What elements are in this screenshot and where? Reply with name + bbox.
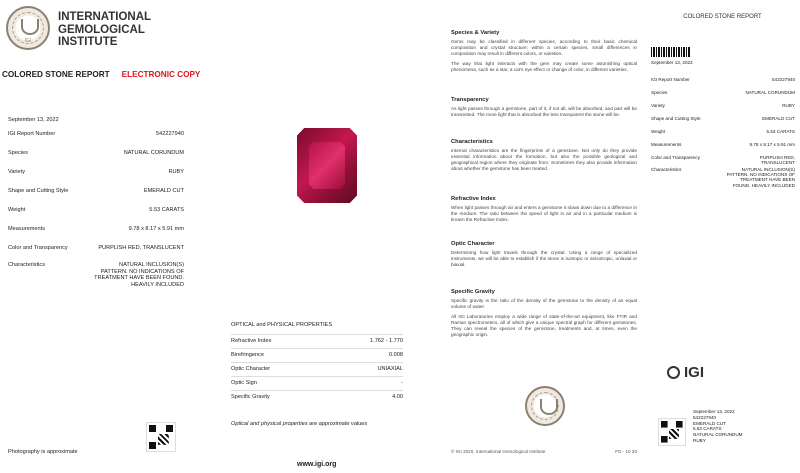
optical-row: [231, 376, 403, 390]
photo-note: Photography is approximate: [8, 449, 78, 455]
report-field-row: [8, 188, 184, 207]
stub-field-row: [651, 116, 795, 129]
stub-fields: [651, 77, 795, 188]
info-paragraph: Gems may be classified in different species, according to their basic chemical composition and crystal structure; within a certain species, small differences in composition may result in different colors, or varieties.: [451, 39, 637, 56]
copyright-text: © IGI 2020, International Gemological Institute: [451, 449, 546, 454]
stub-field-value: PURPLISH RED, TRANSLUCENT: [759, 155, 795, 166]
optical-note: Optical and physical properties are approximate values: [231, 421, 368, 427]
igi-brand: IGI: [667, 364, 704, 381]
info-paragraph: The way that light interacts with the gem may create some astonishing optical phenomena, such as a star, a cat's eye effect or change of color, in different varieties.: [451, 60, 637, 72]
stub-title: COLORED STONE REPORT: [683, 14, 762, 20]
info-panel: [445, 0, 645, 473]
stub-field-row: [651, 103, 795, 116]
stub-field-value: 542227940: [772, 77, 795, 82]
info-section-title: Specific Gravity: [451, 289, 495, 295]
stub-field-row: [651, 77, 795, 90]
optical-label: Birefringence: [231, 352, 264, 358]
barcode: [651, 47, 691, 57]
info-section: [451, 196, 637, 227]
stub-field-value: NATURAL CORUNDUM: [745, 90, 795, 95]
stub-field-value: RUBY: [782, 103, 795, 108]
field-value: RUBY: [168, 169, 184, 175]
field-label: Measurements: [8, 226, 45, 232]
stub-qr-code[interactable]: [659, 419, 685, 445]
field-value: PURPLISH RED, TRANSLUCENT: [98, 245, 184, 251]
report-field-row: [8, 131, 184, 150]
optical-row: [231, 348, 403, 362]
info-paragraph: Determining how light travels through the crystal. Using a range of specialized instruments, we will be able to establish if the stone is isotropic or anisotropic, uniaxial or biaxial.: [451, 250, 637, 267]
org-name: INTERNATIONAL GEMOLOGICAL INSTITUTE: [58, 11, 152, 48]
stub-field-value: 9.78 x 8.17 x 5.91 mm: [749, 142, 795, 147]
report-field-row: [8, 169, 184, 188]
info-section: [451, 30, 637, 77]
stub-date: September 13, 2022: [651, 60, 693, 65]
field-label: Species: [8, 150, 28, 156]
optical-value: 0.008: [389, 352, 403, 358]
field-value: NATURAL INCLUSION(S) PATTERN. NO INDICATIONS OF TREATMENT HAVE BEEN FOUND. HEAVILY INCLUDED: [94, 262, 184, 288]
igi-brand-icon: [667, 366, 680, 379]
igi-seal-logo: IGI: [6, 6, 50, 50]
optical-row: [231, 334, 403, 348]
info-section: [451, 289, 637, 341]
ruby-gem-image: [297, 128, 357, 203]
report-field-row: [8, 207, 184, 226]
info-section: [451, 97, 637, 122]
optical-label: Refractive Index: [231, 338, 272, 344]
copyright-line: [451, 449, 637, 454]
field-value: 5.53 CARATS: [149, 207, 184, 213]
stub-field-label: Color and Transparency: [651, 155, 701, 160]
stub-field-value: 5.53 CARATS: [766, 129, 795, 134]
report-field-row: [8, 150, 184, 169]
stub-field-row: [651, 129, 795, 142]
info-paragraph: Internal characteristics are the fingerprints of a gemstone. Not only do they provide essential information about the formation, but also the possible geological and geographical region where they originate from. Sometimes they also provide information about whether the gemstone has been treated.: [451, 148, 637, 171]
stub-field-label: IGI Report Number: [651, 77, 690, 82]
info-section-title: Optic Character: [451, 241, 495, 247]
report-fields: [8, 131, 184, 302]
optical-row: [231, 390, 403, 404]
optical-label: Optic Character: [231, 366, 271, 372]
info-paragraph: As light passes through a gemstone, part of it, if not all, will be absorbed, and part will be transmitted. The more light that is absorbed the less transparent the stone will be.: [451, 106, 637, 117]
summary-line: September 13, 2022: [693, 409, 735, 414]
stub-field-label: Measurements: [651, 142, 682, 147]
summary-line: 542227940: [693, 414, 716, 420]
info-section-title: Characteristics: [451, 139, 493, 145]
field-value: NATURAL CORUNDUM: [123, 150, 184, 156]
report-title: COLORED STONE REPORT ELECTRONIC COPY: [2, 70, 201, 79]
qr-code[interactable]: [147, 423, 175, 451]
field-label: Variety: [8, 169, 25, 175]
info-section-title: Refractive Index: [451, 196, 496, 202]
optical-value: UNIAXIAL: [377, 366, 403, 372]
igi-seal-large: [525, 386, 565, 426]
optical-value: 4.00: [392, 394, 403, 400]
info-section: [451, 241, 637, 272]
summary-line: NATURAL CORUNDUM: [693, 432, 743, 438]
stub-field-row: [651, 142, 795, 155]
report-field-row: [8, 262, 184, 302]
field-value: 542227940: [156, 131, 184, 137]
stub-field-row: [651, 90, 795, 103]
optical-value: 1.762 - 1.770: [370, 338, 403, 344]
stub-field-row: [651, 155, 795, 167]
stub-field-row: [651, 167, 795, 188]
report-stub-panel: [645, 0, 800, 473]
field-value: EMERALD CUT: [143, 188, 184, 194]
report-date: September 13, 2022: [8, 117, 59, 123]
stub-field-value: EMERALD CUT: [762, 116, 795, 121]
optical-value: -: [401, 380, 403, 386]
info-paragraph: Specific gravity is the ratio of the density of the gemstone to the density of an equal volume of water.: [451, 298, 637, 309]
stub-field-label: Shape and Cutting Style: [651, 116, 701, 121]
stub-field-label: Characteristics: [651, 167, 682, 172]
stub-field-value: NATURAL INCLUSION(S) PATTERN. NO INDICATIONS OF TREATMENT HAVE BEEN FOUND. HEAVILY INCLUDED: [726, 167, 795, 188]
optical-label: Specific Gravity: [231, 394, 270, 400]
field-label: Shape and Cutting Style: [8, 188, 69, 194]
info-section-title: Species & Variety: [451, 30, 500, 36]
optical-title: OPTICAL and PHYSICAL PROPERTIES: [231, 322, 333, 328]
optical-properties: [231, 322, 403, 404]
report-main-panel: [0, 0, 215, 473]
electronic-copy-label: ELECTRONIC COPY: [121, 70, 201, 79]
gem-photo-panel: [215, 0, 445, 473]
field-label: Color and Transparency: [8, 245, 68, 251]
field-value: 9.78 x 8.17 x 5.91 mm: [128, 226, 184, 232]
info-paragraph: All IGI Laboratories employ a wide range of state-of-the-art equipment, like FTIR and Raman spectrometers, all of which give a unique spectral graph for different gemstones. They can reveal the species of the gemstone, treatments and, at times, even the geographic origin.: [451, 313, 637, 337]
stub-field-label: Weight: [651, 129, 666, 134]
stub-summary: [693, 409, 743, 444]
info-paragraph: When light passes through air and enters a gemstone it slows down due to a difference in the medium. The ratio between the speed of light in air and in a particular medium is known the Refractive Index.: [451, 205, 637, 222]
report-field-row: [8, 245, 184, 262]
stub-field-label: Variety: [651, 103, 665, 108]
website-link[interactable]: www.igi.org: [297, 461, 337, 468]
summary-line: RUBY: [693, 437, 706, 443]
field-label: Characteristics: [8, 262, 45, 268]
report-field-row: [8, 226, 184, 245]
field-label: IGI Report Number: [8, 131, 56, 137]
stub-field-label: Species: [651, 90, 668, 95]
field-label: Weight: [8, 207, 26, 213]
info-section-title: Transparency: [451, 97, 489, 103]
form-code: FD - 10 20: [615, 449, 637, 454]
optical-row: [231, 362, 403, 376]
summary-line: EMERALD CUT: [693, 420, 726, 426]
summary-line: 5.53 CARATS: [693, 426, 722, 432]
info-section: [451, 139, 637, 176]
optical-label: Optic Sign: [231, 380, 257, 386]
